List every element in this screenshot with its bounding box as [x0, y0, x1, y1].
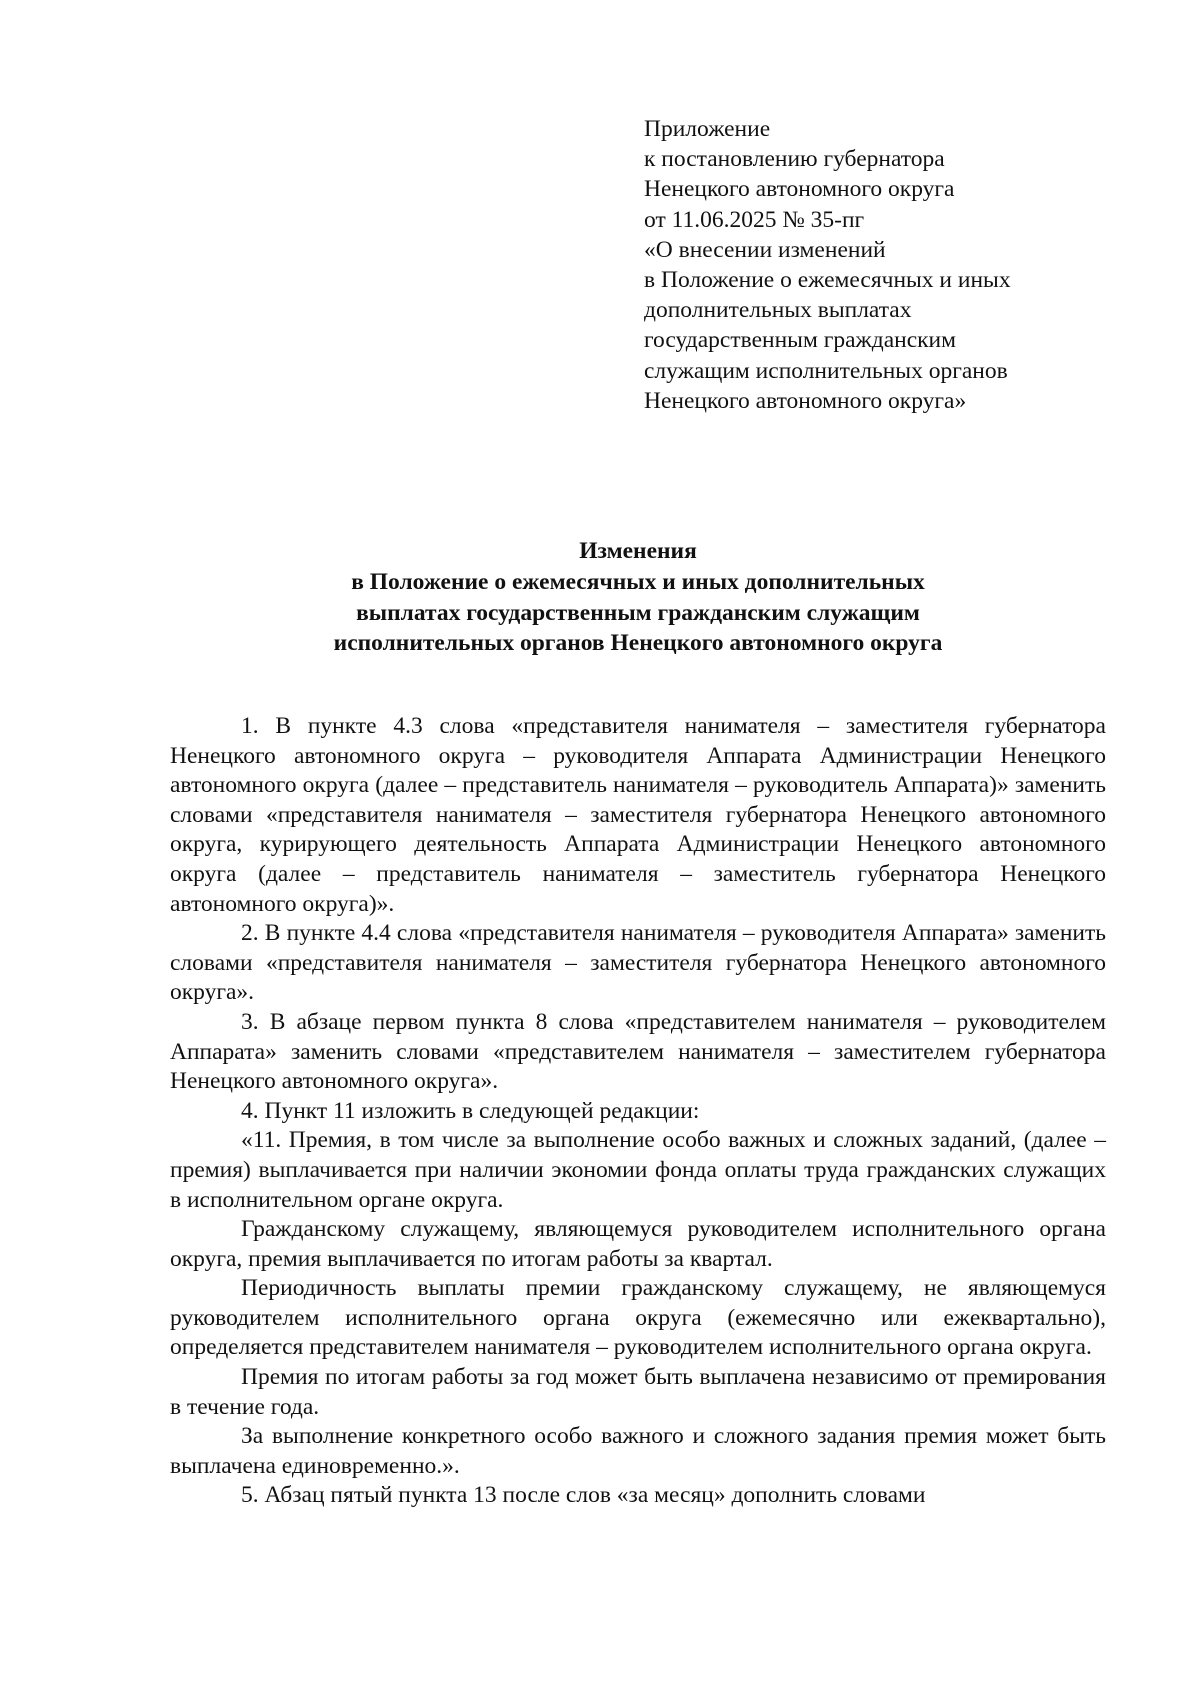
paragraph-quoted-11: «11. Премия, в том числе за выполнение особо важных и сложных заданий, (далее – премия) выплачивается при наличии экономии фонда оплаты труда гражданских служащих в исполнительном органе округа.	[170, 1127, 1106, 1213]
appendix-line: Ненецкого автономного округа	[644, 176, 955, 203]
appendix-line: «О внесении изменений	[644, 236, 886, 263]
paragraph-item-1: 1. В пункте 4.3 слова «представителя нанимателя – заместителя губернатора Ненецкого автономного округа – руководителя Аппарата Администрации Ненецкого автономного округа (далее – представитель нанимателя – руководитель Аппарата)» заменить словами «представителя нанимателя – заместителя губернатора Ненецкого автономного округа, курирующего деятельность Аппарата Администрации Ненецкого автономного округа (далее – представитель нанимателя – заместитель губернатора Ненецкого автономного округа)».	[170, 713, 1106, 917]
document-body	[170, 712, 1106, 1511]
appendix-line: Приложение	[644, 116, 771, 142]
appendix-line: дополнительных выплатах	[644, 297, 912, 324]
document-title	[170, 536, 1106, 659]
appendix-line: к постановлению губернатора	[644, 146, 945, 173]
title-line: выплатах государственным гражданским служащим	[356, 599, 920, 626]
appendix-header	[644, 114, 1164, 416]
title-line: в Положение о ежемесячных и иных дополнительных	[351, 568, 925, 595]
paragraph-item-2: 2. В пункте 4.4 слова «представителя нанимателя – руководителя Аппарата» заменить словами «представителя нанимателя – заместителя губернатора Ненецкого автономного округа».	[170, 920, 1106, 1006]
appendix-line: Ненецкого автономного округа»	[644, 387, 967, 414]
paragraph-item-3: 3. В абзаце первом пункта 8 слова «представителем нанимателя – руководителем Аппарата» заменить словами «представителем нанимателя – заместителем губернатора Ненецкого автономного округа».	[170, 1008, 1106, 1095]
appendix-line: от 11.06.2025 № 35-пг	[644, 206, 865, 233]
paragraph-quoted-periodicity: Периодичность выплаты премии гражданскому служащему, не являющемуся руководителем исполнительного органа округа (ежемесячно или ежеквартально), определяется представителем нанимателя – руководителем исполнительного органа округа.	[170, 1275, 1106, 1361]
title-line: исполнительных органов Ненецкого автономного округа	[333, 630, 943, 657]
paragraph-quoted-yearly: Премия по итогам работы за год может быть выплачена независимо от премирования в течение года.	[170, 1364, 1106, 1420]
paragraph-quoted-one-time: За выполнение конкретного особо важного и сложного задания премия может быть выплачена единовременно.».	[170, 1423, 1106, 1479]
paragraph-quoted-head-bonus: Гражданскому служащему, являющемуся руководителем исполнительного органа округа, премия выплачивается по итогам работы за квартал.	[170, 1216, 1106, 1272]
paragraph-item-4: 4. Пункт 11 изложить в следующей редакции:	[241, 1097, 700, 1124]
appendix-line: служащим исполнительных органов	[644, 357, 1008, 384]
appendix-line: государственным гражданским	[644, 327, 957, 354]
paragraph-item-5: 5. Абзац пятый пункта 13 после слов «за месяц» дополнить словами	[241, 1482, 926, 1509]
appendix-line: в Положение о ежемесячных и иных	[644, 267, 1011, 294]
title-line: Изменения	[579, 538, 697, 564]
